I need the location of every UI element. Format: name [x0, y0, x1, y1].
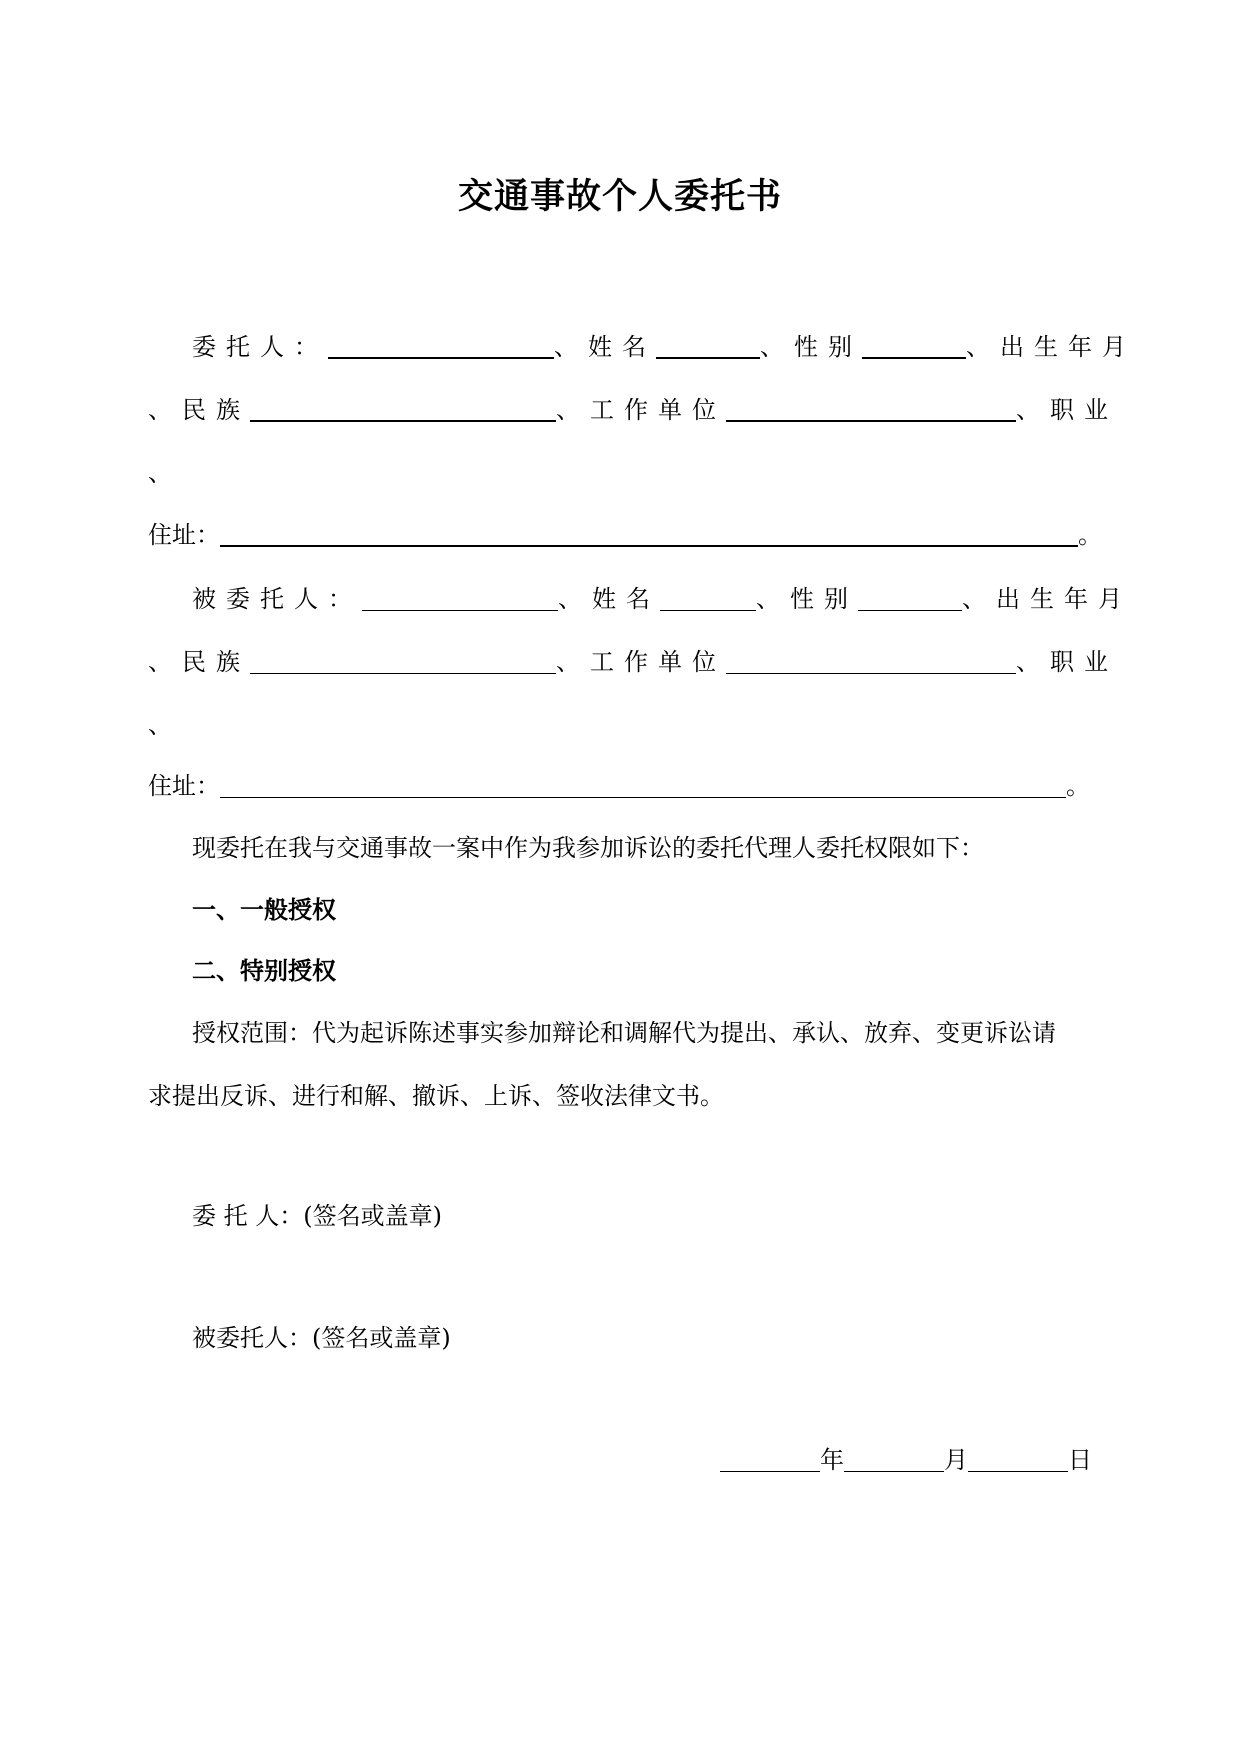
- date-month-field[interactable]: [844, 1447, 944, 1472]
- principal-label: 委托人：: [192, 333, 328, 361]
- agent-address-label: 住址：: [148, 772, 220, 800]
- principal-gender-field[interactable]: [862, 333, 966, 359]
- principal-name-field[interactable]: [656, 333, 760, 359]
- principal-employer-label: 、工作单位: [556, 396, 726, 424]
- date-day-field[interactable]: [968, 1447, 1068, 1472]
- agent-birth-label: 、出生年月: [962, 585, 1132, 613]
- agent-employer-field[interactable]: [726, 649, 1016, 674]
- agent-line-1: [148, 582, 1132, 616]
- date-day-label: 日: [1068, 1446, 1092, 1474]
- agent-trailing-mark: 、: [148, 711, 172, 739]
- date-year-label: 年: [820, 1446, 844, 1474]
- agent-address-line: [148, 769, 1092, 803]
- agent-ethnicity-label: 、民族: [148, 648, 250, 676]
- agent-signature-line: [148, 1321, 1092, 1355]
- scope-paragraph-line-1: 授权范围：代为起诉陈述事实参加辩论和调解代为提出、承认、放弃、变更诉讼请: [192, 1019, 1056, 1047]
- principal-line-2: [148, 393, 1118, 427]
- principal-employer-field[interactable]: [726, 396, 1016, 422]
- principal-signature-line: [148, 1199, 1092, 1233]
- principal-line-3: [148, 456, 1092, 490]
- intro-paragraph: 现委托在我与交通事故一案中作为我参加诉讼的委托代理人委托权限如下：: [192, 834, 984, 862]
- agent-end-mark: 。: [1066, 772, 1090, 800]
- principal-gender-label: 、性别: [760, 333, 862, 361]
- agent-signature-label: 被委托人：: [192, 1324, 312, 1352]
- agent-gender-field[interactable]: [858, 586, 962, 611]
- agent-name-field[interactable]: [660, 586, 756, 611]
- agent-id-field[interactable]: [362, 586, 558, 611]
- date-month-label: 月: [944, 1446, 968, 1474]
- agent-label: 被委托人：: [192, 585, 362, 613]
- agent-signature-note: (签名或盖章): [312, 1324, 451, 1352]
- principal-birth-label: 、出生年月: [966, 333, 1136, 361]
- principal-signature-note: (签名或盖章): [303, 1202, 442, 1230]
- agent-ethnicity-field[interactable]: [250, 649, 556, 674]
- principal-ethnicity-field[interactable]: [250, 396, 556, 422]
- agent-address-field[interactable]: [220, 773, 1066, 798]
- agent-line-2: [148, 645, 1118, 679]
- principal-occupation-label: 、职业: [1016, 396, 1118, 424]
- agent-occupation-label: 、职业: [1016, 648, 1118, 676]
- section-special-authorization: 二、特别授权: [192, 956, 336, 985]
- scope-paragraph-line-2: 求提出反诉、进行和解、撤诉、上诉、签收法律文书。: [148, 1082, 724, 1110]
- date-year-field[interactable]: [720, 1447, 820, 1472]
- principal-end-mark: 。: [1078, 521, 1102, 549]
- principal-ethnicity-label: 、民族: [148, 396, 250, 424]
- principal-trailing-mark: 、: [148, 459, 172, 487]
- principal-address-field[interactable]: [220, 521, 1078, 547]
- principal-address-label: 住址：: [148, 521, 220, 549]
- agent-employer-label: 、工作单位: [556, 648, 726, 676]
- principal-name-label: 、姓名: [554, 333, 656, 361]
- principal-signature-label: 委 托 人：: [192, 1202, 304, 1230]
- section-general-authorization: 一、一般授权: [192, 895, 336, 924]
- agent-name-label: 、姓名: [558, 585, 660, 613]
- principal-address-line: [148, 518, 1102, 552]
- agent-gender-label: 、性别: [756, 585, 858, 613]
- agent-line-3: [148, 708, 1092, 742]
- date-line: [148, 1443, 1092, 1477]
- principal-line-1: [148, 330, 1136, 364]
- document-title: 交通事故个人委托书: [457, 176, 782, 217]
- principal-id-field[interactable]: [328, 333, 554, 359]
